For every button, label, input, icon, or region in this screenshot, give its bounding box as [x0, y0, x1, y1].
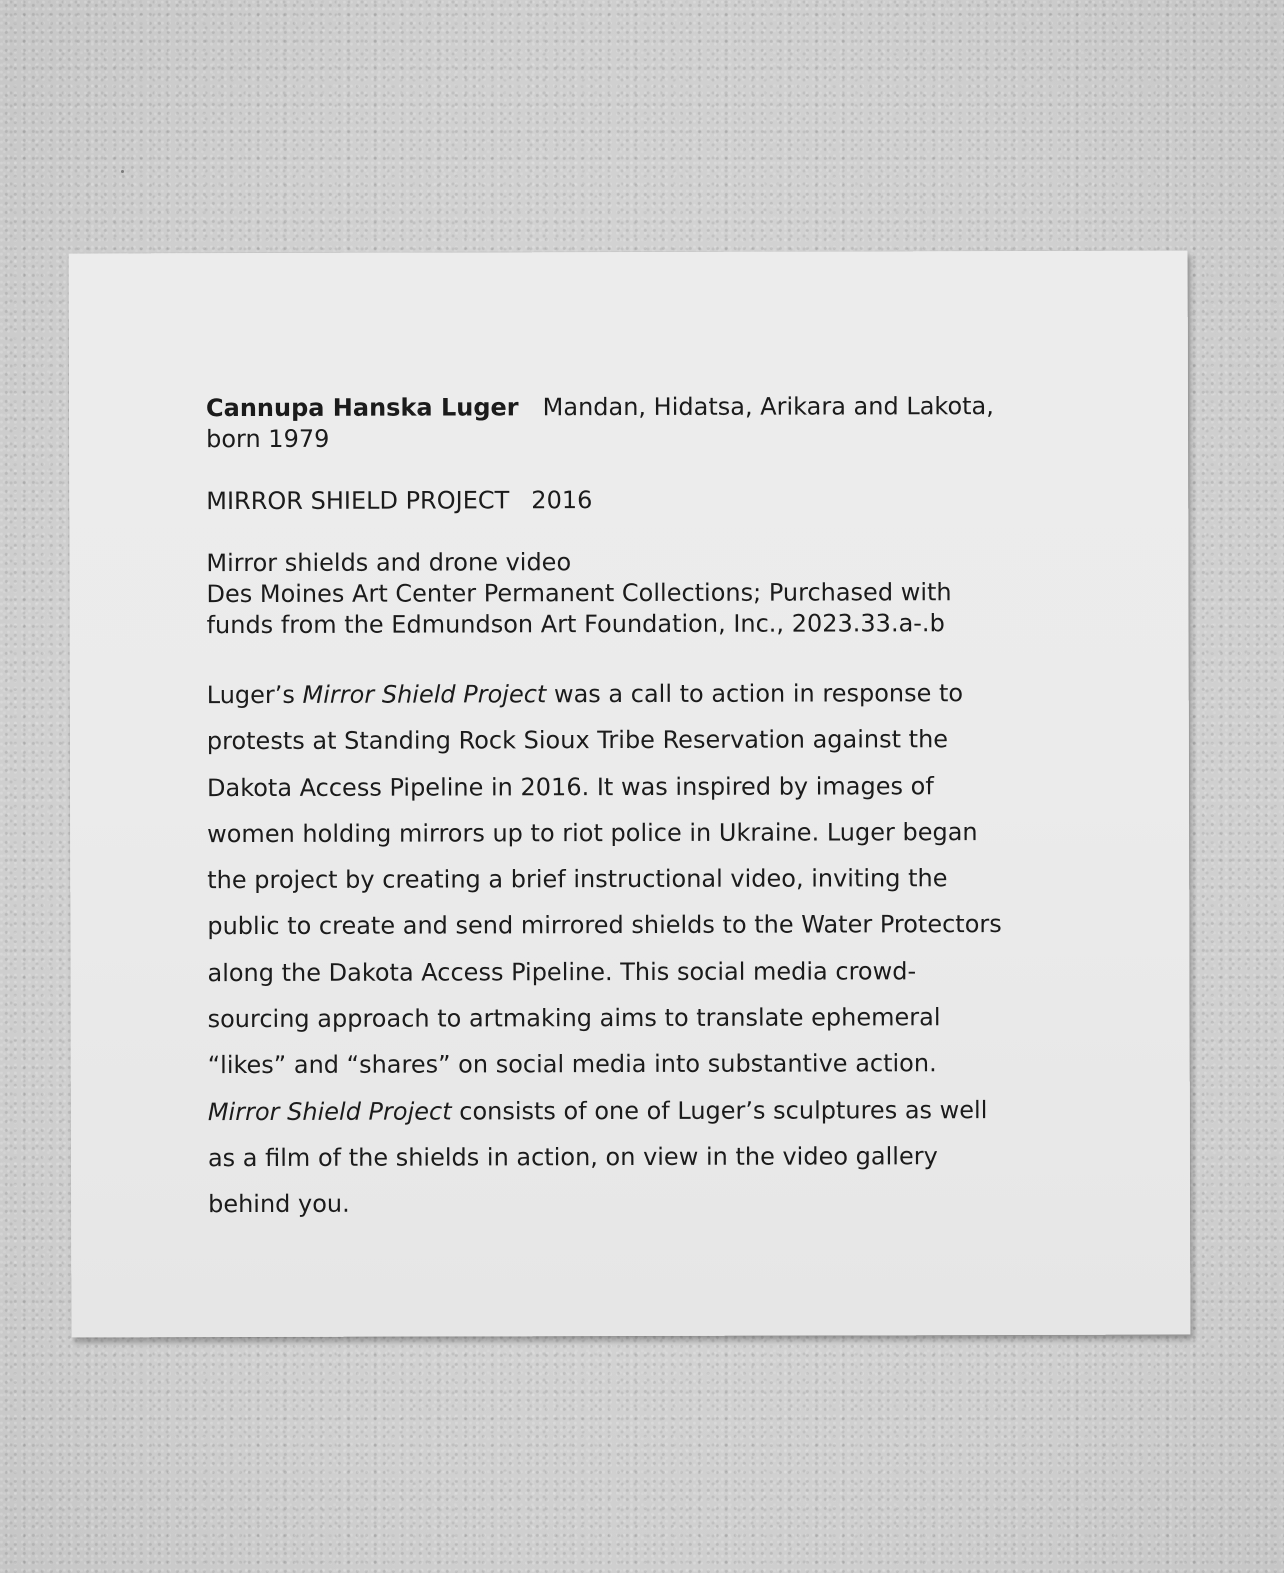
description-line: protests at Standing Rock Sioux Tribe Reservation against the [206, 725, 949, 756]
description-text: consists of one of Luger’s sculptures as well [451, 1095, 988, 1126]
description-paragraph [207, 670, 1088, 1228]
description-line: along the Dakota Access Pipeline. This social media crowd- [207, 957, 917, 987]
description-line: “likes” and “shares” on social media into substantive action. [207, 1049, 937, 1080]
description-line [208, 1086, 1088, 1135]
artwork-medium: Mirror shields and drone video [206, 548, 572, 578]
description-line: women holding mirrors up to riot police in Ukraine. Luger began [207, 817, 978, 848]
label-content [206, 391, 1088, 1228]
description-line: behind you. [208, 1189, 350, 1219]
description-italic-title: Mirror Shield Project [207, 1097, 452, 1126]
artist-affiliation: Mandan, Hidatsa, Arikara and Lakota, [542, 392, 994, 422]
artist-name: Cannupa Hanska Luger [205, 393, 519, 423]
artwork-title-line [206, 484, 1086, 517]
artwork-title: MIRROR SHIELD PROJECT [206, 486, 510, 516]
artist-born: born 1979 [206, 424, 330, 454]
description-line: Dakota Access Pipeline in 2016. It was inspired by images of [206, 771, 934, 802]
credit-line-1: Des Moines Art Center Permanent Collections; Purchased with [206, 578, 952, 609]
description-line: sourcing approach to artmaking aims to translate ephemeral [207, 1003, 941, 1034]
description-text: was a call to action in response to [546, 679, 964, 709]
wall-mark [121, 170, 124, 173]
medium-credit-block [206, 546, 1086, 641]
description-line: as a film of the shields in action, on view in the video gallery [207, 1142, 938, 1173]
description-line: the project by creating a brief instructional video, inviting the [207, 864, 948, 895]
description-line: public to create and send mirrored shields to the Water Protectors [207, 910, 1002, 941]
museum-wall-label [69, 251, 1191, 1338]
description-italic-title: Mirror Shield Project [302, 680, 547, 709]
description-line [207, 670, 1087, 719]
credit-line-2: funds from the Edmundson Art Foundation, Inc., 2023.33.a-.b [206, 609, 945, 640]
artwork-year: 2016 [531, 486, 593, 515]
description-text: Luger’s [206, 680, 303, 710]
artist-line [206, 391, 1066, 455]
